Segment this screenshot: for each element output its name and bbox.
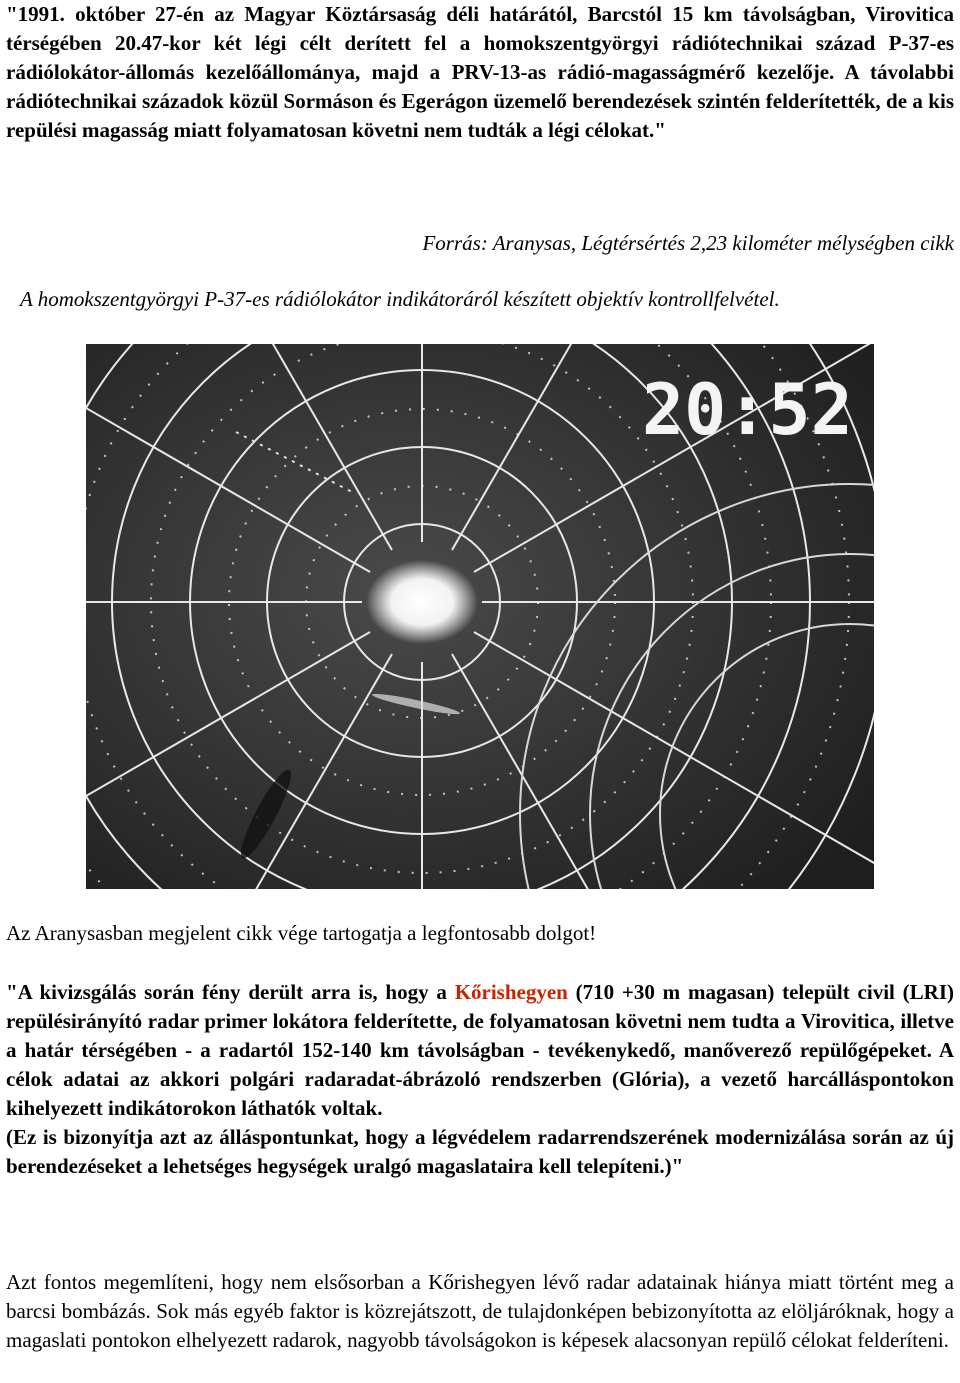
radar-indicator-photo: [86, 344, 874, 889]
quote-paragraph-2: [6, 978, 954, 1181]
quote-part-2: (710 +30 m magasan) települt civil (LRI) repülésirányító radar primer lokátora felderítette, de folyamatosan követni nem tudta a Virovitica, illetve a határ térségében - a radartól 152-140 km távolságban - tevékenykedő, manőverező repülőgépeket. A célok adatai az akkori polgári radaradat-ábrázoló rendszerben (Glória), a vezető harcálláspontokon kihelyezett indikátorokon láthatók voltak.: [6, 980, 954, 1120]
intro-paragraph: Az Aranysasban megjelent cikk vége tartogatja a legfontosabb dolgot!: [6, 921, 597, 945]
quote-paragraph-1: "1991. október 27-én az Magyar Köztársaság déli határától, Barcstól 15 km távolságban, Virovitica térségében 20.47-kor két légi célt derített fel a homokszentgyörgyi rádiótechnikai század P-37-es rádiólokátor-állomás kezelőállománya, majd a PRV-13-as rádió-magasságmérő kezelője. A távolabbi rádiótechnikai századok közül Sormáson és Egerágon üzemelő berendezések szintén felderítették, de a kis repülési magasság miatt folyamatosan követni nem tudták a légi célokat.": [6, 2, 954, 142]
radar-time-display: 20:52: [642, 369, 853, 451]
quote-part-1: "A kivizsgálás során fény derült arra is, hogy a: [6, 980, 455, 1004]
quote-part-3: (Ez is bizonyítja azt az álláspontunkat, hogy a légvédelem radarrendszerének modernizálása során az új berendezéseket a lehetséges hegységek uralgó magaslataira kell telepíteni.)": [6, 1125, 954, 1178]
source-citation: Forrás: Aranysas, Légtérsértés 2,23 kilométer mélységben cikk: [422, 231, 954, 255]
image-caption: A homokszentgyörgyi P-37-es rádiólokátor indikátoráról készített objektív kontrollfelvétel.: [20, 287, 780, 311]
ground-clutter-blip: [366, 560, 478, 644]
closing-paragraph: Azt fontos megemlíteni, hogy nem elsősorban a Kőrishegyen lévő radar adatainak hiánya miatt történt meg a barcsi bombázás. Sok más egyéb faktor is közrejátszott, de tulajdonképen bebizonyította az elöljáróknak, hogy a magaslati pontokon elhelyezett radarok, nagyobb távolságokon is képesek alacsonyan repülő célokat felderíteni.: [6, 1270, 954, 1352]
korishegy-highlight: Kőrishegyen: [454, 980, 568, 1004]
